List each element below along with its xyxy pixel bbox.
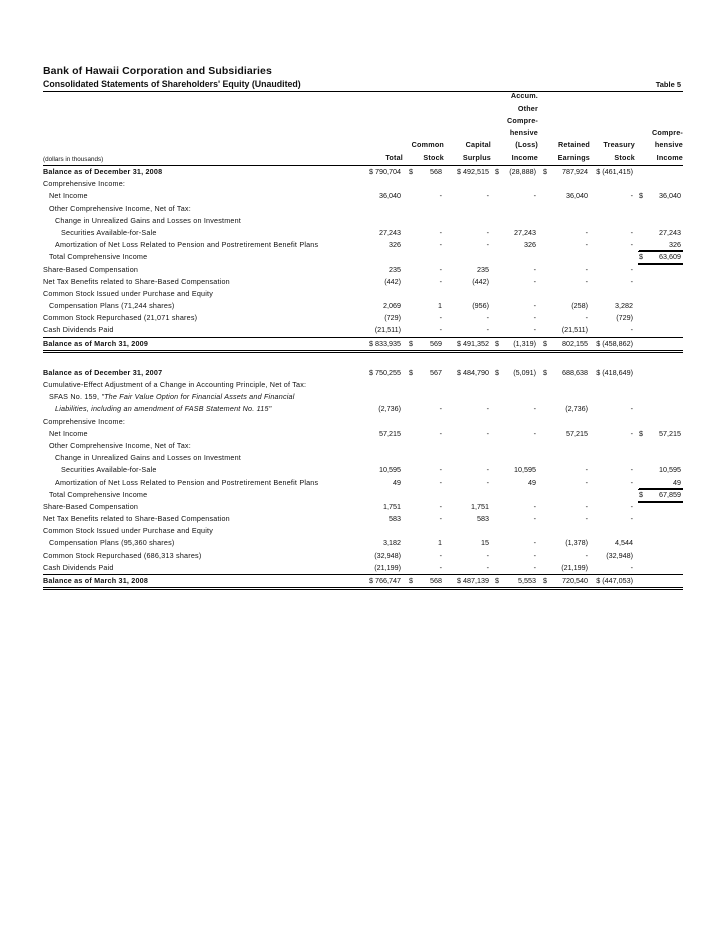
row-label bbox=[43, 178, 125, 190]
cell-retained: - bbox=[585, 276, 588, 286]
cell-common: - bbox=[439, 313, 442, 323]
table-row bbox=[43, 379, 683, 391]
cell-retained: (2,736) bbox=[565, 404, 588, 414]
row-label-italic: "The Fair Value Option for Financial Assets and Financial bbox=[101, 392, 295, 402]
cell-retained: (1,378) bbox=[565, 538, 588, 548]
row-label-text: Compensation Plans (71,244 shares) bbox=[49, 301, 175, 311]
row-label bbox=[55, 477, 318, 489]
row-label bbox=[43, 550, 201, 562]
row-label-text: Balance as of December 31, 2008 bbox=[43, 167, 163, 176]
column-header-aoci: hensive bbox=[509, 128, 538, 138]
currency-sign: $ bbox=[409, 367, 413, 377]
cell-capital: - bbox=[486, 191, 489, 201]
cell-common: - bbox=[439, 240, 442, 250]
row-label-text: Net Tax Benefits related to Share-Based Compensation bbox=[43, 276, 230, 286]
cell-retained: - bbox=[585, 227, 588, 237]
column-header-comp: Income bbox=[656, 152, 683, 162]
cell-total: 235 bbox=[389, 264, 401, 274]
cell-common: - bbox=[439, 550, 442, 560]
column-header-treasury: Stock bbox=[614, 152, 635, 162]
cell-common: 568 bbox=[430, 576, 442, 585]
cell-aoci: - bbox=[533, 301, 536, 311]
table-row bbox=[43, 513, 683, 525]
cell-common: 567 bbox=[430, 367, 442, 377]
cell-aoci: 326 bbox=[524, 240, 536, 250]
currency-sign: $ bbox=[639, 191, 643, 201]
cell-total: $ 766,747 bbox=[369, 576, 401, 585]
cell-common: - bbox=[439, 514, 442, 524]
cell-common: - bbox=[439, 465, 442, 475]
cell-comp: 67,859 bbox=[659, 489, 681, 499]
cell-common: - bbox=[439, 264, 442, 274]
row-label bbox=[43, 525, 213, 537]
table-row bbox=[43, 464, 683, 476]
cell-aoci: (28,888) bbox=[509, 167, 536, 176]
company-name: Bank of Hawaii Corporation and Subsidiaries bbox=[43, 65, 272, 77]
cell-treasury: - bbox=[630, 428, 633, 438]
column-header-common: Common bbox=[411, 140, 444, 150]
table-row bbox=[43, 477, 683, 489]
cell-retained: - bbox=[585, 465, 588, 475]
cell-comp: 326 bbox=[669, 240, 681, 250]
cell-aoci: (5,091) bbox=[513, 367, 536, 377]
cell-treasury: - bbox=[630, 191, 633, 201]
row-label bbox=[43, 338, 148, 350]
cell-total: 27,243 bbox=[379, 227, 401, 237]
cell-comp: 49 bbox=[673, 477, 681, 487]
row-label bbox=[43, 367, 162, 379]
cell-common: 568 bbox=[430, 167, 442, 176]
cell-aoci: 5,553 bbox=[518, 576, 536, 585]
column-header-aoci: Income bbox=[511, 152, 538, 162]
row-label bbox=[43, 324, 114, 336]
cell-common: - bbox=[439, 227, 442, 237]
column-header-retained: Retained bbox=[558, 140, 590, 150]
row-label-text: Compensation Plans (95,360 shares) bbox=[49, 538, 175, 548]
cell-capital: - bbox=[486, 404, 489, 414]
cell-treasury: - bbox=[630, 276, 633, 286]
cell-capital: - bbox=[486, 465, 489, 475]
statement-title: Consolidated Statements of Shareholders' Equity (Unaudited) bbox=[43, 79, 301, 89]
column-header-comp: Compre- bbox=[652, 128, 683, 138]
cell-retained: - bbox=[585, 501, 588, 511]
row-label bbox=[49, 190, 88, 202]
table-row bbox=[43, 239, 683, 251]
row-label-text: Change in Unrealized Gains and Losses on Investment bbox=[55, 215, 241, 225]
table-row bbox=[43, 489, 683, 501]
table-row bbox=[43, 324, 683, 337]
statement-title-row bbox=[43, 78, 683, 91]
column-header-comp: hensive bbox=[654, 140, 683, 150]
table-row bbox=[43, 403, 683, 415]
cell-aoci: 49 bbox=[528, 477, 536, 487]
currency-sign: $ bbox=[409, 338, 413, 348]
table-row bbox=[43, 312, 683, 324]
table-row bbox=[43, 300, 683, 312]
cell-treasury: - bbox=[630, 264, 633, 274]
row-label-text: Net Tax Benefits related to Share-Based Compensation bbox=[43, 514, 230, 524]
row-label bbox=[43, 288, 213, 300]
cell-aoci: 27,243 bbox=[514, 227, 536, 237]
row-label-text: Common Stock Repurchased (21,071 shares) bbox=[43, 313, 198, 323]
row-label-text: Net Income bbox=[49, 191, 88, 201]
cell-total: 57,215 bbox=[379, 428, 401, 438]
cell-retained: - bbox=[585, 477, 588, 487]
cell-comp: 10,595 bbox=[659, 465, 681, 475]
row-label bbox=[43, 416, 125, 428]
cell-capital: - bbox=[486, 240, 489, 250]
column-header-aoci: Compre- bbox=[507, 115, 538, 125]
row-label-text: Securities Available-for-Sale bbox=[61, 227, 157, 237]
row-label-text: Balance as of March 31, 2009 bbox=[43, 338, 149, 348]
cell-aoci: - bbox=[533, 501, 536, 511]
cell-capital: $ 484,790 bbox=[457, 367, 489, 377]
cell-total: 2,069 bbox=[383, 301, 401, 311]
row-label-text: Share-Based Compensation bbox=[43, 264, 139, 274]
cell-retained: - bbox=[585, 550, 588, 560]
section-gap bbox=[43, 353, 683, 367]
cell-capital: 583 bbox=[477, 514, 489, 524]
cell-capital: $ 491,352 bbox=[457, 338, 489, 348]
row-label bbox=[43, 312, 197, 324]
cell-aoci: 10,595 bbox=[514, 465, 536, 475]
currency-sign: $ bbox=[495, 167, 499, 176]
cell-treasury: (32,948) bbox=[606, 550, 633, 560]
row-label bbox=[43, 501, 138, 513]
cell-common: - bbox=[439, 276, 442, 286]
row-label-text: Balance as of December 31, 2007 bbox=[43, 367, 163, 377]
cell-retained: - bbox=[585, 240, 588, 250]
row-label-text: Securities Available-for-Sale bbox=[61, 465, 157, 475]
column-header-treasury: Treasury bbox=[603, 140, 635, 150]
cell-aoci: - bbox=[533, 276, 536, 286]
table-row bbox=[43, 276, 683, 288]
row-label-text: Other Comprehensive Income, Net of Tax: bbox=[49, 203, 191, 213]
cell-aoci: - bbox=[533, 562, 536, 572]
row-label-text: Share-Based Compensation bbox=[43, 501, 139, 511]
cell-treasury: - bbox=[630, 240, 633, 250]
cell-total: (32,948) bbox=[374, 550, 401, 560]
cell-capital: - bbox=[486, 562, 489, 572]
cell-aoci: - bbox=[533, 428, 536, 438]
cell-common: - bbox=[439, 325, 442, 335]
cell-retained: 787,924 bbox=[562, 167, 588, 176]
cell-capital: $ 487,139 bbox=[457, 576, 489, 585]
cell-common: - bbox=[439, 501, 442, 511]
table-row bbox=[43, 165, 683, 178]
cell-treasury: - bbox=[630, 477, 633, 487]
table-row bbox=[43, 215, 683, 227]
table-row bbox=[43, 251, 683, 263]
row-label bbox=[61, 227, 157, 239]
currency-sign: $ bbox=[495, 367, 499, 377]
section-2008 bbox=[43, 367, 683, 590]
row-label bbox=[43, 379, 306, 391]
table-row bbox=[43, 525, 683, 537]
row-label bbox=[55, 452, 241, 464]
row-label-text: Total Comprehensive Income bbox=[49, 489, 148, 499]
cell-common: - bbox=[439, 404, 442, 414]
cell-total: (2,736) bbox=[378, 404, 401, 414]
row-label-text: Other Comprehensive Income, Net of Tax: bbox=[49, 440, 191, 450]
table-row bbox=[43, 288, 683, 300]
row-label-text: Cash Dividends Paid bbox=[43, 562, 114, 572]
cell-comp: 63,609 bbox=[659, 252, 681, 262]
row-label bbox=[43, 264, 138, 276]
currency-sign: $ bbox=[409, 167, 413, 176]
row-label-text: Balance as of March 31, 2008 bbox=[43, 576, 149, 585]
cell-treasury: 3,282 bbox=[615, 301, 633, 311]
cell-capital: - bbox=[486, 313, 489, 323]
cell-total: 10,595 bbox=[379, 465, 401, 475]
column-header-total: Total bbox=[385, 152, 403, 162]
currency-sign: $ bbox=[543, 367, 547, 377]
cell-total: 49 bbox=[393, 477, 401, 487]
row-label-text: Total Comprehensive Income bbox=[49, 252, 148, 262]
row-label bbox=[43, 166, 162, 178]
cell-aoci: (1,319) bbox=[513, 338, 536, 348]
table-row bbox=[43, 367, 683, 379]
cell-treasury: - bbox=[630, 227, 633, 237]
cell-total: 3,182 bbox=[383, 538, 401, 548]
cell-capital: - bbox=[486, 477, 489, 487]
cell-total: (729) bbox=[384, 313, 401, 323]
table-row bbox=[43, 562, 683, 575]
table-row bbox=[43, 416, 683, 428]
cell-aoci: - bbox=[533, 514, 536, 524]
cell-retained: 688,638 bbox=[562, 367, 588, 377]
cell-capital: - bbox=[486, 550, 489, 560]
cell-treasury: $ (447,053) bbox=[596, 576, 633, 585]
table-row bbox=[43, 452, 683, 464]
table-row bbox=[43, 391, 683, 403]
row-label-text: Comprehensive Income: bbox=[43, 179, 126, 189]
column-header-aoci: (Loss) bbox=[515, 140, 538, 150]
cell-treasury: $ (458,862) bbox=[596, 338, 633, 348]
cell-capital: (442) bbox=[472, 276, 489, 286]
currency-sign: $ bbox=[543, 576, 547, 585]
cell-treasury: - bbox=[630, 465, 633, 475]
currency-sign: $ bbox=[543, 167, 547, 176]
row-label bbox=[43, 276, 230, 288]
cell-total: 583 bbox=[389, 514, 401, 524]
column-header-capital: Surplus bbox=[462, 152, 491, 162]
cell-aoci: - bbox=[533, 264, 536, 274]
table-row bbox=[43, 501, 683, 513]
cell-total: 1,751 bbox=[383, 501, 401, 511]
row-label bbox=[43, 562, 114, 574]
cell-total: 36,040 bbox=[379, 191, 401, 201]
table-row bbox=[43, 550, 683, 562]
row-label-text: Comprehensive Income: bbox=[43, 416, 126, 426]
units-note: (dollars in thousands) bbox=[43, 156, 104, 163]
row-label bbox=[55, 239, 318, 251]
cell-aoci: - bbox=[533, 550, 536, 560]
row-label-italic: Liabilities, including an amendment of FASB Statement No. 115" bbox=[55, 404, 272, 414]
row-label bbox=[43, 513, 230, 525]
currency-sign: $ bbox=[639, 489, 643, 499]
cell-aoci: - bbox=[533, 191, 536, 201]
cell-total: (21,511) bbox=[374, 325, 401, 335]
table-row bbox=[43, 575, 683, 590]
cell-treasury: - bbox=[630, 514, 633, 524]
column-headers bbox=[43, 92, 683, 165]
row-label-text: Cumulative-Effect Adjustment of a Change in Accounting Principle, Net of Tax: bbox=[43, 380, 307, 389]
table-row bbox=[43, 203, 683, 215]
cell-treasury: $ (461,415) bbox=[596, 167, 633, 176]
column-header-capital: Capital bbox=[465, 140, 491, 150]
currency-sign: $ bbox=[409, 576, 413, 585]
row-label bbox=[49, 251, 147, 263]
table-row bbox=[43, 440, 683, 452]
cell-treasury: - bbox=[630, 404, 633, 414]
cell-treasury: $ (418,649) bbox=[596, 367, 633, 377]
cell-retained: - bbox=[585, 264, 588, 274]
cell-retained: - bbox=[585, 313, 588, 323]
cell-capital: 15 bbox=[481, 538, 489, 548]
cell-common: - bbox=[439, 428, 442, 438]
row-label bbox=[49, 391, 295, 403]
cell-capital: $ 492,515 bbox=[457, 167, 489, 176]
cell-retained: (258) bbox=[571, 301, 588, 311]
row-label bbox=[55, 215, 241, 227]
column-header-common: Stock bbox=[423, 152, 444, 162]
row-label bbox=[49, 300, 174, 312]
cell-total: 326 bbox=[389, 240, 401, 250]
cell-common: 1 bbox=[438, 538, 442, 548]
cell-comp: 36,040 bbox=[659, 191, 681, 201]
cell-aoci: - bbox=[533, 313, 536, 323]
section-2009 bbox=[43, 165, 683, 353]
cell-aoci: - bbox=[533, 404, 536, 414]
cell-comp: 27,243 bbox=[659, 227, 681, 237]
cell-retained: 802,155 bbox=[562, 338, 588, 348]
column-header-aoci: Other bbox=[517, 103, 538, 113]
table-row bbox=[43, 227, 683, 239]
cell-common: - bbox=[439, 562, 442, 572]
cell-treasury: 4,544 bbox=[615, 538, 633, 548]
currency-sign: $ bbox=[639, 428, 643, 438]
table-row bbox=[43, 178, 683, 190]
statement-page bbox=[43, 64, 683, 590]
cell-treasury: - bbox=[630, 562, 633, 572]
currency-sign: $ bbox=[639, 252, 643, 262]
table-row bbox=[43, 190, 683, 202]
column-header-retained: Earnings bbox=[557, 152, 590, 162]
cell-capital: - bbox=[486, 227, 489, 237]
table-row bbox=[43, 428, 683, 440]
row-label bbox=[49, 537, 174, 549]
cell-common: - bbox=[439, 477, 442, 487]
cell-total: (442) bbox=[384, 276, 401, 286]
cell-total: $ 750,255 bbox=[369, 367, 401, 377]
currency-sign: $ bbox=[543, 338, 547, 348]
row-label-text: Amortization of Net Loss Related to Pension and Postretirement Benefit Plans bbox=[55, 477, 319, 487]
row-label-text: Common Stock Issued under Purchase and Equity bbox=[43, 526, 214, 536]
cell-retained: 36,040 bbox=[566, 191, 588, 201]
row-label bbox=[49, 489, 147, 501]
row-label-text: Common Stock Repurchased (686,313 shares) bbox=[43, 550, 202, 560]
cell-common: - bbox=[439, 191, 442, 201]
currency-sign: $ bbox=[495, 338, 499, 348]
cell-total: (21,199) bbox=[374, 562, 401, 572]
cell-capital: (956) bbox=[472, 301, 489, 311]
cell-common: 1 bbox=[438, 301, 442, 311]
row-label bbox=[55, 403, 271, 415]
table-label: Table 5 bbox=[655, 80, 681, 89]
cell-retained: (21,199) bbox=[561, 562, 588, 572]
row-label bbox=[43, 575, 148, 587]
row-label-text: Change in Unrealized Gains and Losses on Investment bbox=[55, 453, 241, 463]
row-label-text: Amortization of Net Loss Related to Pension and Postretirement Benefit Plans bbox=[55, 240, 319, 250]
cell-capital: - bbox=[486, 428, 489, 438]
cell-retained: 720,540 bbox=[562, 576, 588, 585]
row-label-text: Common Stock Issued under Purchase and Equity bbox=[43, 288, 214, 298]
cell-treasury: (729) bbox=[616, 313, 633, 323]
row-label-text: SFAS No. 159, bbox=[49, 392, 102, 402]
cell-aoci: - bbox=[533, 538, 536, 548]
cell-retained: (21,511) bbox=[561, 325, 588, 335]
cell-retained: - bbox=[585, 514, 588, 524]
cell-capital: - bbox=[486, 325, 489, 335]
cell-comp: 57,215 bbox=[659, 428, 681, 438]
cell-capital: 235 bbox=[477, 264, 489, 274]
row-label-text: Cash Dividends Paid bbox=[43, 325, 114, 335]
cell-retained: 57,215 bbox=[566, 428, 588, 438]
cell-aoci: - bbox=[533, 325, 536, 335]
row-label bbox=[61, 464, 157, 476]
table-row bbox=[43, 537, 683, 549]
table-row bbox=[43, 338, 683, 353]
row-label-text: Net Income bbox=[49, 428, 88, 438]
row-label bbox=[49, 203, 191, 215]
column-header-aoci: Accum. bbox=[510, 91, 538, 101]
currency-sign: $ bbox=[495, 576, 499, 585]
cell-total: $ 833,935 bbox=[369, 338, 401, 348]
cell-treasury: - bbox=[630, 325, 633, 335]
cell-treasury: - bbox=[630, 501, 633, 511]
cell-common: 569 bbox=[430, 338, 442, 348]
cell-capital: 1,751 bbox=[471, 501, 489, 511]
row-label bbox=[49, 440, 191, 452]
cell-total: $ 790,704 bbox=[369, 167, 401, 176]
row-label bbox=[49, 428, 88, 440]
table-row bbox=[43, 264, 683, 276]
